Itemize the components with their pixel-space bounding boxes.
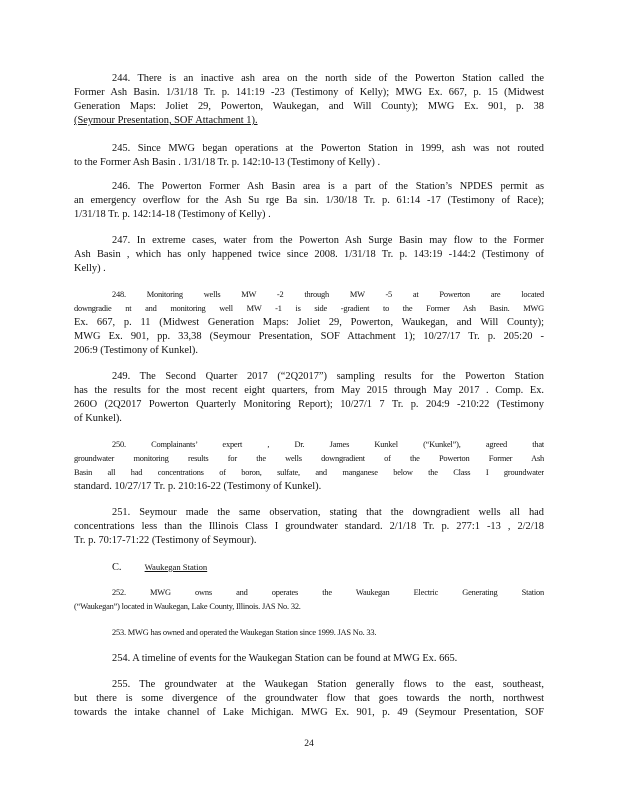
section-heading: [112, 562, 241, 573]
paragraph-253: [74, 626, 544, 640]
text-line: has the results for the most recent eight quarters, from May 2015 through May 2017 . Comp. Ex.: [74, 385, 544, 396]
text-line: standard. 10/27/17 Tr. p. 210:16-22 (Testimony of Kunkel).: [74, 481, 322, 492]
text-line: 246. The Powerton Former Ash Basin area is a part of the Station’s NPDES permit as: [112, 181, 544, 192]
text-line: 245. Since MWG began operations at the Powerton Station in 1999, ash was not routed: [112, 143, 544, 154]
paragraph-245: [74, 142, 544, 170]
text-line: Generation Maps: Joliet 29, Powerton, Waukegan, and Will County); MWG Ex. 901, p. 38: [74, 101, 544, 112]
text-line: groundwater monitoring results for the wells downgradient of the Powerton Former Ash: [74, 454, 544, 463]
section-letter: C.: [112, 562, 122, 573]
text-line: 249. The Second Quarter 2017 (“2Q2017”) sampling results for the Powerton Station: [112, 371, 544, 382]
text-line: (Seymour Presentation, SOF Attachment 1).: [74, 115, 258, 126]
paragraph-250: [74, 438, 544, 494]
text-line: 250. Complainants’ expert , Dr. James Kunkel (“Kunkel”), agreed that: [112, 440, 544, 449]
text-line: Kelly) .: [74, 263, 106, 274]
paragraph-254: [74, 652, 544, 666]
text-line: of Kunkel).: [74, 413, 122, 424]
text-line: (“Waukegan”) located in Waukegan, Lake County, Illinois. JAS No. 32.: [74, 602, 301, 611]
paragraph-246: [74, 180, 544, 222]
text-line: 248. Monitoring wells MW -2 through MW -5 at Powerton are located: [112, 290, 544, 299]
text-line: Ex. 667, p. 11 (Midwest Generation Maps: Joliet 29, Powerton, Waukegan, and Will County);: [74, 317, 544, 328]
paragraph-244: [74, 72, 544, 128]
text-line: an emergency overflow for the Ash Su rge Ba sin. 1/30/18 Tr. p. 61:14 -17 (Testimony of Race);: [74, 195, 544, 206]
text-line: 206:9 (Testimony of Kunkel).: [74, 345, 198, 356]
text-line: 252. MWG owns and operates the Waukegan Electric Generating Station: [112, 588, 544, 597]
paragraph-255: [74, 678, 544, 720]
text-line: 255. The groundwater at the Waukegan Station generally flows to the east, southeast,: [112, 679, 544, 690]
paragraph-247: [74, 234, 544, 276]
text-line: 253. MWG has owned and operated the Waukegan Station since 1999. JAS No. 33.: [112, 628, 377, 637]
text-line: Ash Basin , which has only happened twice since 2008. 1/31/18 Tr. p. 143:19 -144:2 (Testimony of: [74, 249, 544, 260]
text-line: 254. A timeline of events for the Waukegan Station can be found at MWG Ex. 665.: [112, 653, 458, 664]
paragraph-248: [74, 288, 544, 358]
text-line: to the Former Ash Basin . 1/31/18 Tr. p. 142:10-13 (Testimony of Kelly) .: [74, 157, 381, 168]
text-line: Tr. p. 70:17-71:22 (Testimony of Seymour).: [74, 535, 257, 546]
text-line: 244. There is an inactive ash area on the north side of the Powerton Station called the: [112, 73, 544, 84]
text-line: concentrations less than the Illinois Class I groundwater standard. 2/1/18 Tr. p. 277:1 -13 , 2/2/18: [74, 521, 544, 532]
text-line: MWG Ex. 901, pp. 33,38 (Seymour Presentation, SOF Attachment 1); 10/27/17 Tr. p. 205:20 -: [74, 331, 544, 342]
text-line: but there is some divergence of the groundwater flow that goes towards the north, northwest: [74, 693, 544, 704]
paragraph-252: [74, 586, 544, 614]
text-line: 251. Seymour made the same observation, stating that the downgradient wells all had: [112, 507, 544, 518]
text-line: Former Ash Basin. 1/31/18 Tr. p. 141:19 -23 (Testimony of Kelly); MWG Ex. 667, p. 15 (Midwest: [74, 87, 544, 98]
text-line: downgradie nt and monitoring well MW -1 is side -gradient to the Former Ash Basin. MWG: [74, 304, 544, 313]
text-line: 1/31/18 Tr. p. 142:14-18 (Testimony of Kelly) .: [74, 209, 271, 220]
text-line: Basin all had concentrations of boron, sulfate, and manganese below the Class I groundwater: [74, 468, 544, 477]
page-number: 24: [304, 738, 314, 749]
section-title: Waukegan Station: [144, 562, 208, 572]
text-line: 247. In extreme cases, water from the Powerton Ash Surge Basin may flow to the Former: [112, 235, 544, 246]
text-line: towards the intake channel of Lake Michigan. MWG Ex. 901, p. 49 (Seymour Presentation, SOF: [74, 707, 544, 718]
paragraph-251: [74, 506, 544, 548]
text-line: 260O (2Q2017 Powerton Quarterly Monitoring Report); 10/27/1 7 Tr. p. 204:9 -210:22 (Testimony: [74, 399, 544, 410]
paragraph-249: [74, 370, 544, 426]
